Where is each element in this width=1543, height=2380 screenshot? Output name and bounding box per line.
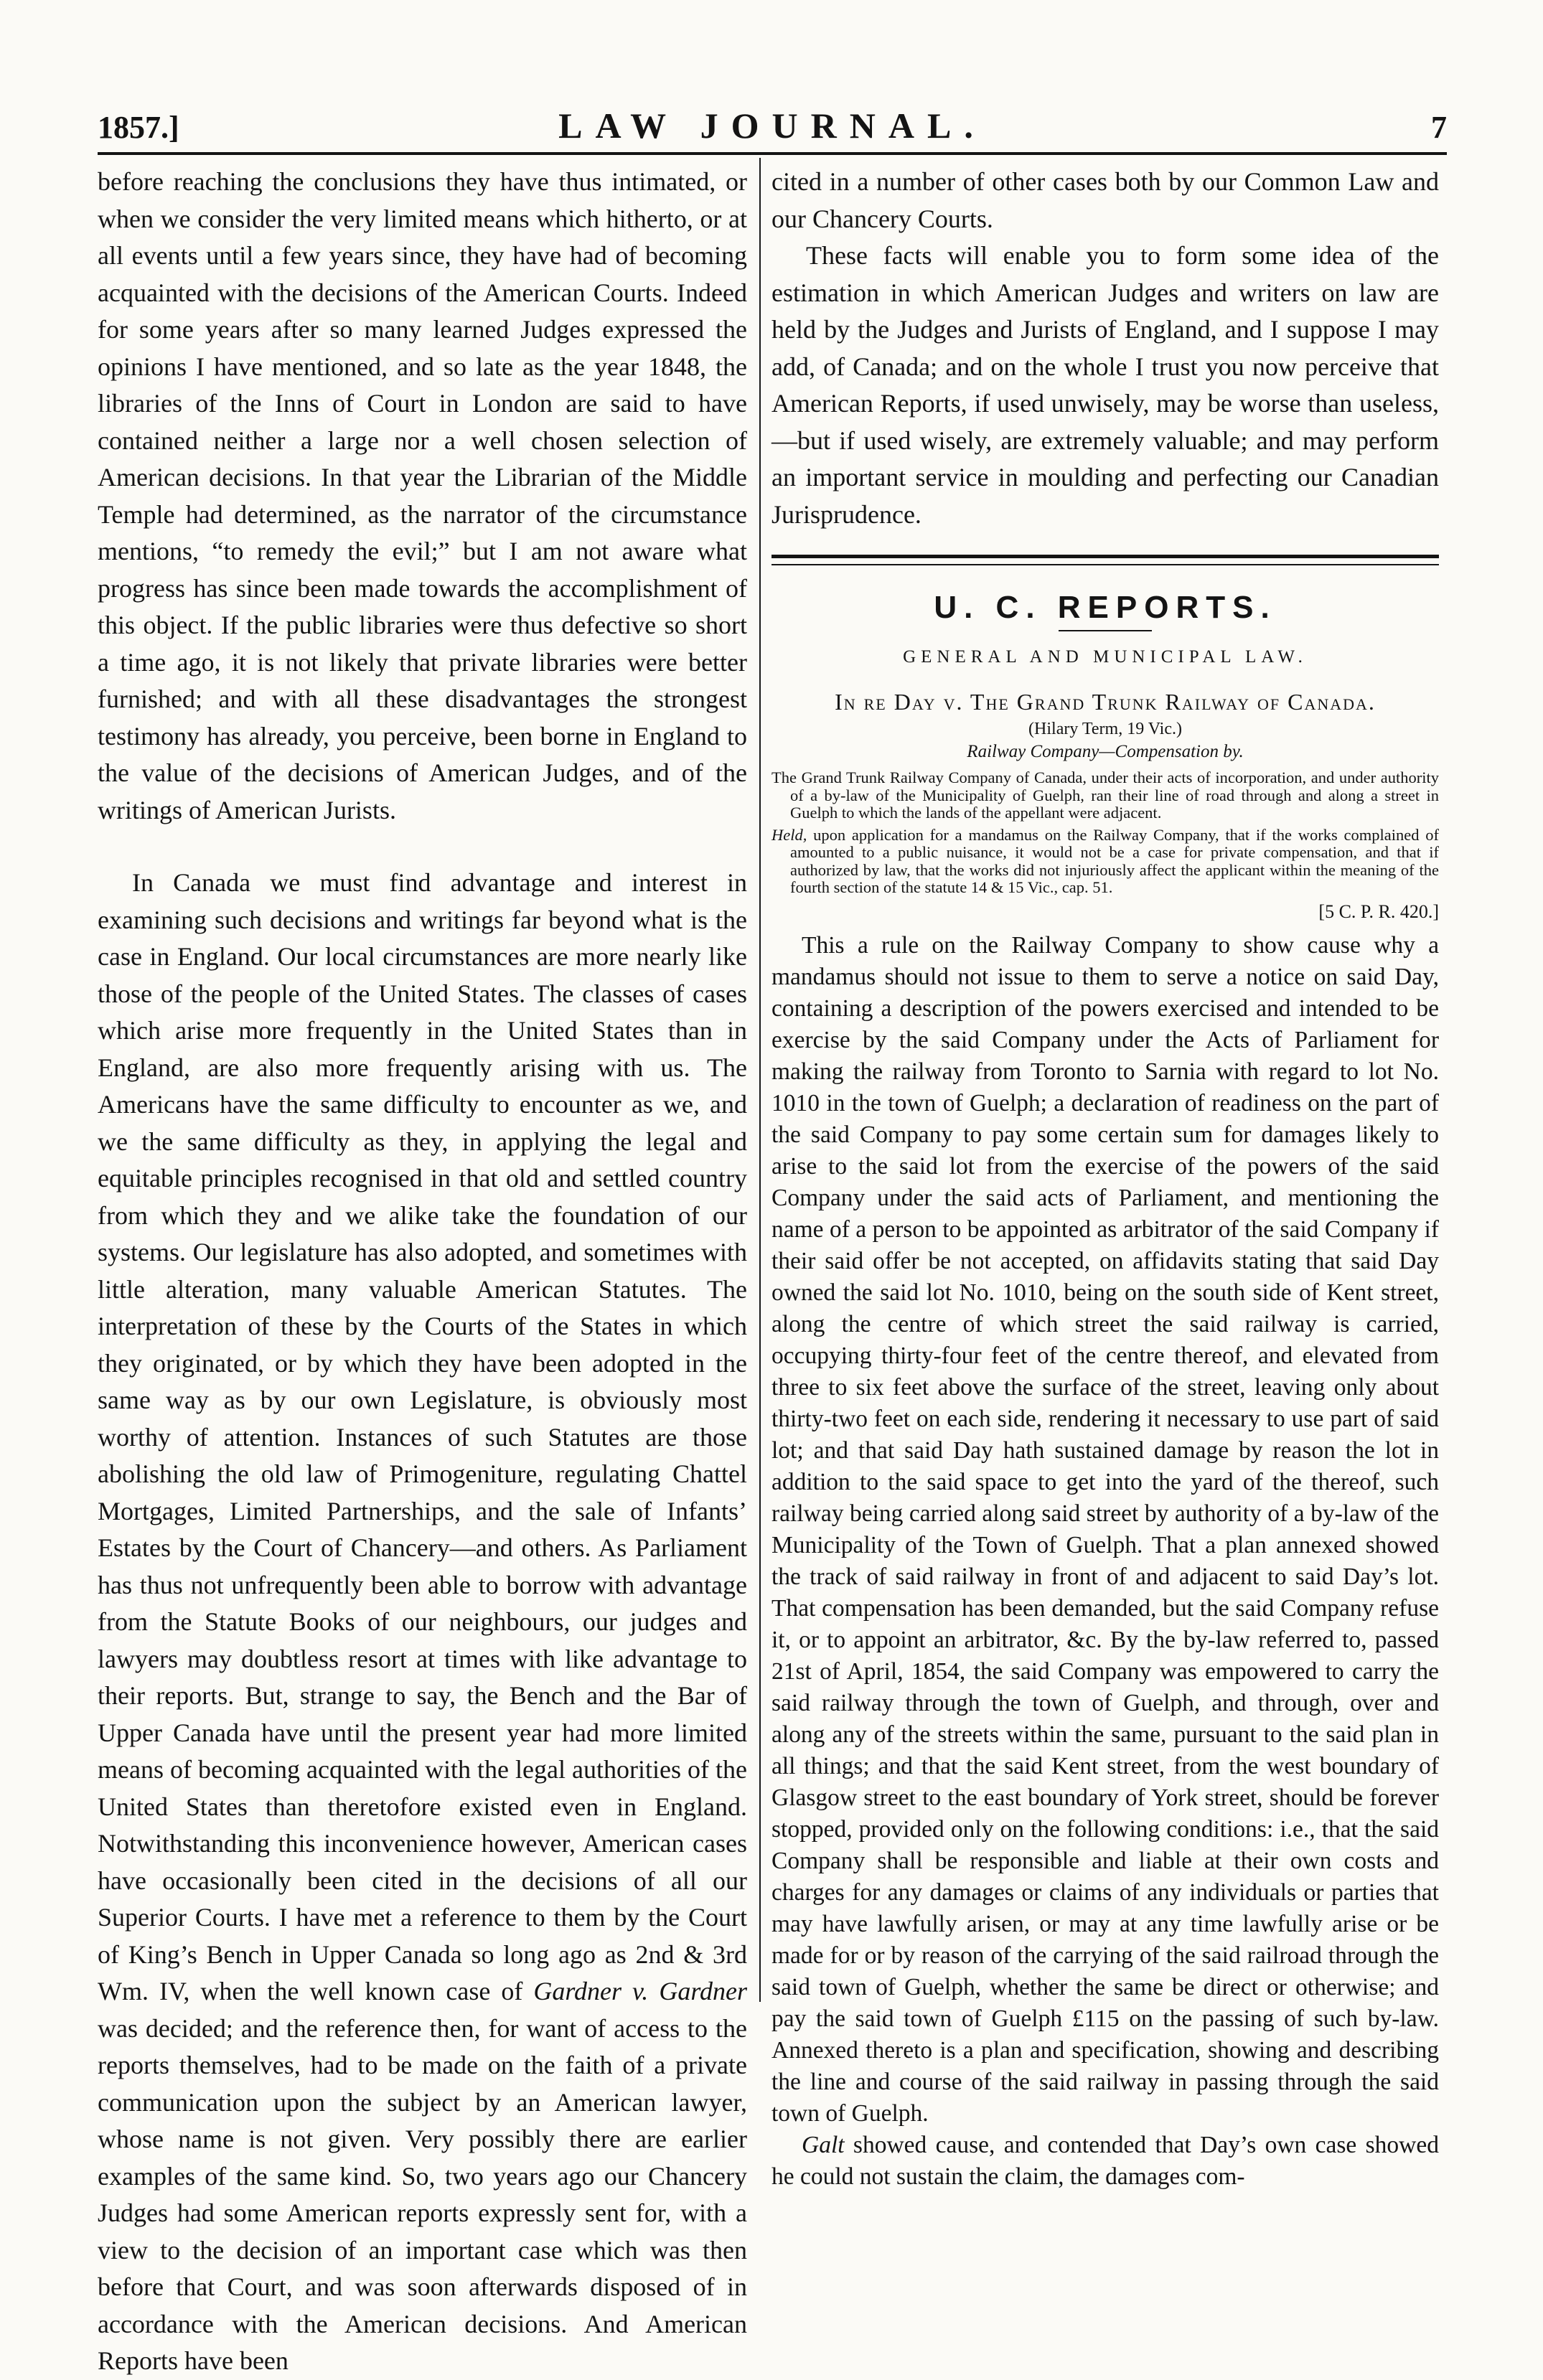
case-term: (Hilary Term, 19 Vic.) xyxy=(1028,720,1182,738)
header-year: 1857.] xyxy=(98,110,179,145)
case-body-paragraph-2 xyxy=(772,2130,1439,2193)
case-body-paragraph-1: This a rule on the Railway Company to show cause why a mandamus should not issue to them to serve a notice on said Day, containing a description of the powers exercised and intended to be exercise by the said Company under the Acts of Parliament for making the railway from Toronto to Sarnia with regard to lot No. 1010 in the town of Guelph; a declaration of readiness on the part of the said Company to pay some certain sum for damages likely to arise to the said lot from the exercise of the powers of the said Company under the said acts of Parliament, and mentioning the name of a person to be appointed as arbitrator of the said Company if their said offer be not accepted, on affidavits stating that said Day owned the said lot No. 1010, being on the south side of Kent street, along the centre of which street the said railway is carried, occupying thirty-four feet of the centre thereof, and elevated from three to six feet above the surface of the street, leaving only about thirty-two feet on each side, rendering it necessary to use part of said lot; and that said Day hath sustained damage by reason the lot in addition to the said space to get into the yard of the thereof, such railway being carried along said street by authority of a by-law of the Municipality of the Town of Guelph. That a plan annexed showed the track of said railway in front of and adjacent to said Day’s lot. That compensation has been demanded, but the said Company refuse it, or to appoint an arbitrator, &c. By the by-law referred to, passed 21st of April, 1854, the said Company was empowered to carry the said railway through the town of Guelph, and through, over and along any of the streets within the same, pursuant to the said plan in all things; and that the said Kent street, from the west boundary of Glasgow street to the east boundary of York street, should be forever stopped, provided only on the following conditions: i.e., that the said Company shall be responsible and liable at their own costs and charges for any damages or claims of any individuals or parties that may have lawfully arisen, or may at any time lawfully arise or be made for or by reason of the carrying of the said railroad through the said town of Guelph, whether the same be direct or otherwise; and pay the said town of Guelph £115 on the passing of such by-law. Annexed thereto is a plan and specification, showing and describing the line and course of the said railway in passing through the said town of Guelph. xyxy=(772,931,1439,2127)
case-title: In re Day v. The Grand Trunk Railway of Canada. xyxy=(835,689,1376,715)
section-title: U. C. REPORTS. xyxy=(934,590,1277,625)
title-underline xyxy=(1059,630,1152,631)
case-name-gardner: Gardner v. Gardner xyxy=(533,1977,747,2005)
paragraph-2-text-b: was decided; and the reference then, for want of access to the reports themselves, had to be made on the faith of a private communication upon the subject by an American lawyer, whose name is not given. Very possibly there are earlier examples of the same kind. So, two years ago our Chancery Judges had some American reports expressly sent for, with a view to the decision of an important case which was then before that Court, and was soon afterwards disposed of in accordance with the American decisions. And American Reports have been xyxy=(98,2013,747,2375)
case-body-2-text: showed cause, and contended that Day’s own case showed he could not sustain the claim, the damages com- xyxy=(772,2131,1439,2190)
case-topic: Railway Company—Compensation by. xyxy=(967,742,1244,761)
held-text: upon application for a mandamus on the Railway Company, that if the works complained of amounted to a public nuisance, it would not be a case for private compensation, and that if authorized by law, that the works did not injuriously affect the applicant within the meaning of the fourth section of the statute 14 & 15 Vic., cap. 51. xyxy=(790,825,1439,896)
held-label: Held, xyxy=(772,825,807,844)
journal-title: LAW JOURNAL. xyxy=(558,105,986,146)
header-rule xyxy=(98,152,1447,155)
paragraph-2-text-a: In Canada we must find advantage and interest in examining such decisions and writings far beyond what is the case in England. Our local circumstances are more nearly like those of the people of the United States. The classes of cases which arise more frequently in the United States than in England, are also more frequently arising with us. The Americans have the same difficulty to encounter as we, and we the same difficulty as they, in applying the legal and equitable principles recognised in that old and settled country from which they and we alike take the foundation of our systems. Our legislature has also adopted, and sometimes with little alteration, many valuable American Statutes. The interpretation of these by the Courts of the States in which they originated, or by which they have been adopted in the same way as by our own Legislature, is obviously most worthy of attention. Instances of such Statutes are those abolishing the old law of Primogeniture, regulating Chattel Mortgages, Limited Partnerships, and the sale of Infants’ Estates by the Court of Chancery—and others. As Parliament has thus not unfrequently been able to borrow with advantage from the Statute Books of our neighbours, our judges and lawyers may doubtless resort at times with like advantage to their reports. But, strange to say, the Bench and the Bar of Upper Canada have until the present year had more limited means of becoming acquainted with the legal authorities of the United States than theretofore existed even in England. Notwithstanding this inconvenience however, American cases have occasionally been cited in the decisions of all our Superior Courts. I have met a reference to them by the Court of King’s Bench in Upper Canada so long ago as 2nd & 3rd Wm. IV, when the well known case of xyxy=(98,868,747,2005)
report-citation: [5 C. P. R. 420.] xyxy=(1318,900,1439,922)
section-divider xyxy=(772,555,1439,565)
running-head xyxy=(98,99,1447,149)
left-column xyxy=(98,164,747,2380)
left-paragraph-1: before reaching the conclusions they have thus intimated, or when we consider the very limited means which hitherto, or at all events until a few years since, they have had of becoming acquainted with the decisions of the American Courts. Indeed for some years after so many learned Judges expressed the opinions I have mentioned, and so late as the year 1848, the libraries of the Inns of Court in London are said to have contained neither a large nor a well chosen selection of American decisions. In that year the Librarian of the Middle Temple had determined, as the narrator of the circumstance mentions, “to remedy the evil;” but I am not aware what progress has since been made towards the accomplishment of this object. If the public libraries were thus defective so short a time ago, it is not likely that private libraries were better furnished; and with all these disadvantages the strongest testimony has already, you perceive, been borne in England to the value of the decisions of American Judges, and of the writings of American Jurists. xyxy=(98,167,747,824)
continuation-paragraph: cited in a number of other cases both by our Common Law and our Chancery Courts. xyxy=(772,167,1439,233)
section-subtitle: GENERAL AND MUNICIPAL LAW. xyxy=(903,647,1308,667)
counsel-name: Galt xyxy=(802,2131,845,2158)
left-paragraph-2 xyxy=(98,865,747,2380)
page-number: 7 xyxy=(1431,110,1447,145)
headnote-facts: The Grand Trunk Railway Company of Canada, under their acts of incorporation, and under authority of a by-law of the Municipality of Guelph, ran their line of road through and along a street in Guelph to which the lands of the appellant were adjacent. xyxy=(772,768,1439,822)
right-column xyxy=(772,164,1439,2193)
headnote-held xyxy=(772,827,1439,897)
column-divider xyxy=(759,158,761,2002)
right-paragraph-3: These facts will enable you to form some idea of the estimation in which American Judges and writers on law are held by the Judges and Jurists of England, and I suppose I may add, of Canada; and on the whole I trust you now perceive that American Reports, if used unwisely, may be worse than useless,—but if used wisely, are extremely valuable; and may perform an important service in moulding and perfecting our Canadian Jurisprudence. xyxy=(772,241,1439,529)
